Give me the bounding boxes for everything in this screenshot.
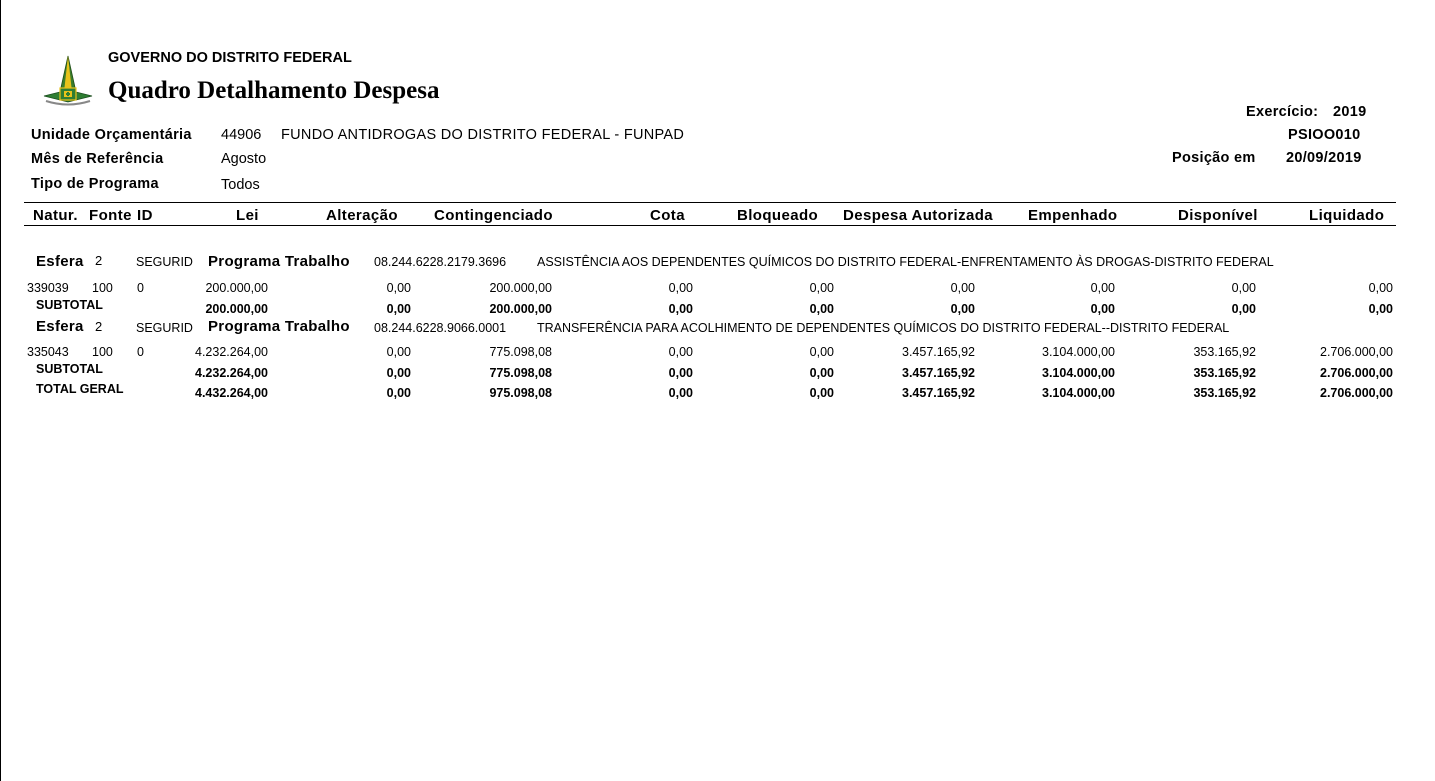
col-alteracao: Alteração — [326, 207, 398, 224]
esfera-label: Esfera — [36, 318, 84, 335]
exercicio-label: Exercício: — [1246, 104, 1319, 120]
esfera-label: Esfera — [36, 253, 84, 270]
empenhado-cell: 3.104.000,00 — [1042, 386, 1115, 400]
disponivel-cell: 353.165,92 — [1193, 386, 1256, 400]
lei-cell: 4.232.264,00 — [195, 345, 268, 359]
posicao-value: 20/09/2019 — [1286, 150, 1362, 166]
lei-cell: 200.000,00 — [205, 281, 268, 295]
esfera-value: 2 — [95, 253, 103, 268]
contingenciado-cell: 975.098,08 — [489, 386, 552, 400]
exercicio-value: 2019 — [1333, 104, 1367, 120]
despesa-autorizada-cell: 3.457.165,92 — [902, 386, 975, 400]
header-top-rule — [24, 202, 1396, 203]
esfera-value: 2 — [95, 319, 103, 334]
empenhado-cell: 3.104.000,00 — [1042, 366, 1115, 380]
cota-cell: 0,00 — [668, 281, 693, 295]
despesa-autorizada-cell: 3.457.165,92 — [902, 366, 975, 380]
col-despesa-autorizada: Despesa Autorizada — [843, 207, 994, 224]
despesa-autorizada-cell: 3.457.165,92 — [902, 345, 975, 359]
programa-code: 08.244.6228.2179.3696 — [374, 255, 507, 269]
org-name: GOVERNO DO DISTRITO FEDERAL — [108, 50, 352, 66]
alteracao-cell: 0,00 — [386, 386, 411, 400]
liquidado-cell: 2.706.000,00 — [1320, 386, 1393, 400]
gdf-logo-icon — [40, 54, 96, 110]
contingenciado-cell: 775.098,08 — [489, 366, 552, 380]
id-cell: 0 — [137, 281, 144, 295]
total-geral-label: TOTAL GERAL — [36, 382, 124, 396]
despesa-autorizada-cell: 0,00 — [950, 302, 975, 316]
report-title: Quadro Detalhamento Despesa — [108, 77, 440, 104]
programa-label: Programa Trabalho — [208, 253, 350, 270]
liquidado-cell: 0,00 — [1368, 302, 1393, 316]
disponivel-cell: 0,00 — [1231, 281, 1256, 295]
col-cota: Cota — [650, 207, 685, 224]
empenhado-cell: 0,00 — [1090, 281, 1115, 295]
fonte-cell: 100 — [92, 345, 113, 359]
lei-cell: 4.232.264,00 — [195, 366, 268, 380]
mes-value: Agosto — [221, 151, 267, 167]
liquidado-cell: 2.706.000,00 — [1320, 345, 1393, 359]
contingenciado-cell: 775.098,08 — [489, 345, 552, 359]
natur-cell: 339039 — [27, 281, 69, 295]
segurid-label: SEGURID — [136, 321, 193, 335]
id-cell: 0 — [137, 345, 144, 359]
col-natur: Natur. — [33, 207, 78, 224]
disponivel-cell: 353.165,92 — [1193, 366, 1256, 380]
contingenciado-cell: 200.000,00 — [489, 281, 552, 295]
col-bloqueado: Bloqueado — [737, 207, 819, 224]
alteracao-cell: 0,00 — [386, 345, 411, 359]
cota-cell: 0,00 — [668, 366, 693, 380]
unidade-code: 44906 — [221, 127, 262, 143]
disponivel-cell: 353.165,92 — [1193, 345, 1256, 359]
programa-label: Programa Trabalho — [208, 318, 350, 335]
liquidado-cell: 0,00 — [1368, 281, 1393, 295]
contingenciado-cell: 200.000,00 — [489, 302, 552, 316]
col-lei: Lei — [236, 207, 259, 224]
natur-cell: 335043 — [27, 345, 69, 359]
mes-label: Mês de Referência — [31, 151, 164, 167]
alteracao-cell: 0,00 — [386, 366, 411, 380]
tipo-label: Tipo de Programa — [31, 176, 159, 192]
lei-cell: 4.432.264,00 — [195, 386, 268, 400]
bloqueado-cell: 0,00 — [809, 281, 834, 295]
report-code: PSIOO010 — [1288, 127, 1361, 143]
page-left-border — [0, 0, 1, 781]
col-liquidado: Liquidado — [1309, 207, 1385, 224]
cota-cell: 0,00 — [668, 302, 693, 316]
posicao-label: Posição em — [1172, 150, 1256, 166]
segurid-label: SEGURID — [136, 255, 193, 269]
cota-cell: 0,00 — [668, 345, 693, 359]
subtotal-label: SUBTOTAL — [36, 298, 103, 312]
fonte-cell: 100 — [92, 281, 113, 295]
col-disponivel: Disponível — [1178, 207, 1258, 224]
programa-code: 08.244.6228.9066.0001 — [374, 321, 507, 335]
col-contingenciado: Contingenciado — [434, 207, 553, 224]
bloqueado-cell: 0,00 — [809, 386, 834, 400]
col-fonte: Fonte — [89, 207, 132, 224]
despesa-autorizada-cell: 0,00 — [950, 281, 975, 295]
empenhado-cell: 3.104.000,00 — [1042, 345, 1115, 359]
programa-description: TRANSFERÊNCIA PARA ACOLHIMENTO DE DEPENDENTES QUÍMICOS DO DISTRITO FEDERAL--DISTRITO FEDERAL — [537, 321, 1230, 335]
programa-description: ASSISTÊNCIA AOS DEPENDENTES QUÍMICOS DO DISTRITO FEDERAL-ENFRENTAMENTO ÀS DROGAS-DISTRITO FEDERAL — [537, 255, 1274, 269]
alteracao-cell: 0,00 — [386, 302, 411, 316]
bloqueado-cell: 0,00 — [809, 345, 834, 359]
unidade-label: Unidade Orçamentária — [31, 127, 192, 143]
bloqueado-cell: 0,00 — [809, 366, 834, 380]
liquidado-cell: 2.706.000,00 — [1320, 366, 1393, 380]
cota-cell: 0,00 — [668, 386, 693, 400]
tipo-value: Todos — [221, 177, 260, 193]
col-id: ID — [137, 207, 153, 224]
disponivel-cell: 0,00 — [1231, 302, 1256, 316]
col-empenhado: Empenhado — [1028, 207, 1118, 224]
header-bottom-rule — [24, 225, 1396, 226]
lei-cell: 200.000,00 — [205, 302, 268, 316]
alteracao-cell: 0,00 — [386, 281, 411, 295]
unidade-name: FUNDO ANTIDROGAS DO DISTRITO FEDERAL - FUNPAD — [281, 127, 685, 143]
bloqueado-cell: 0,00 — [809, 302, 834, 316]
empenhado-cell: 0,00 — [1090, 302, 1115, 316]
subtotal-label: SUBTOTAL — [36, 362, 103, 376]
